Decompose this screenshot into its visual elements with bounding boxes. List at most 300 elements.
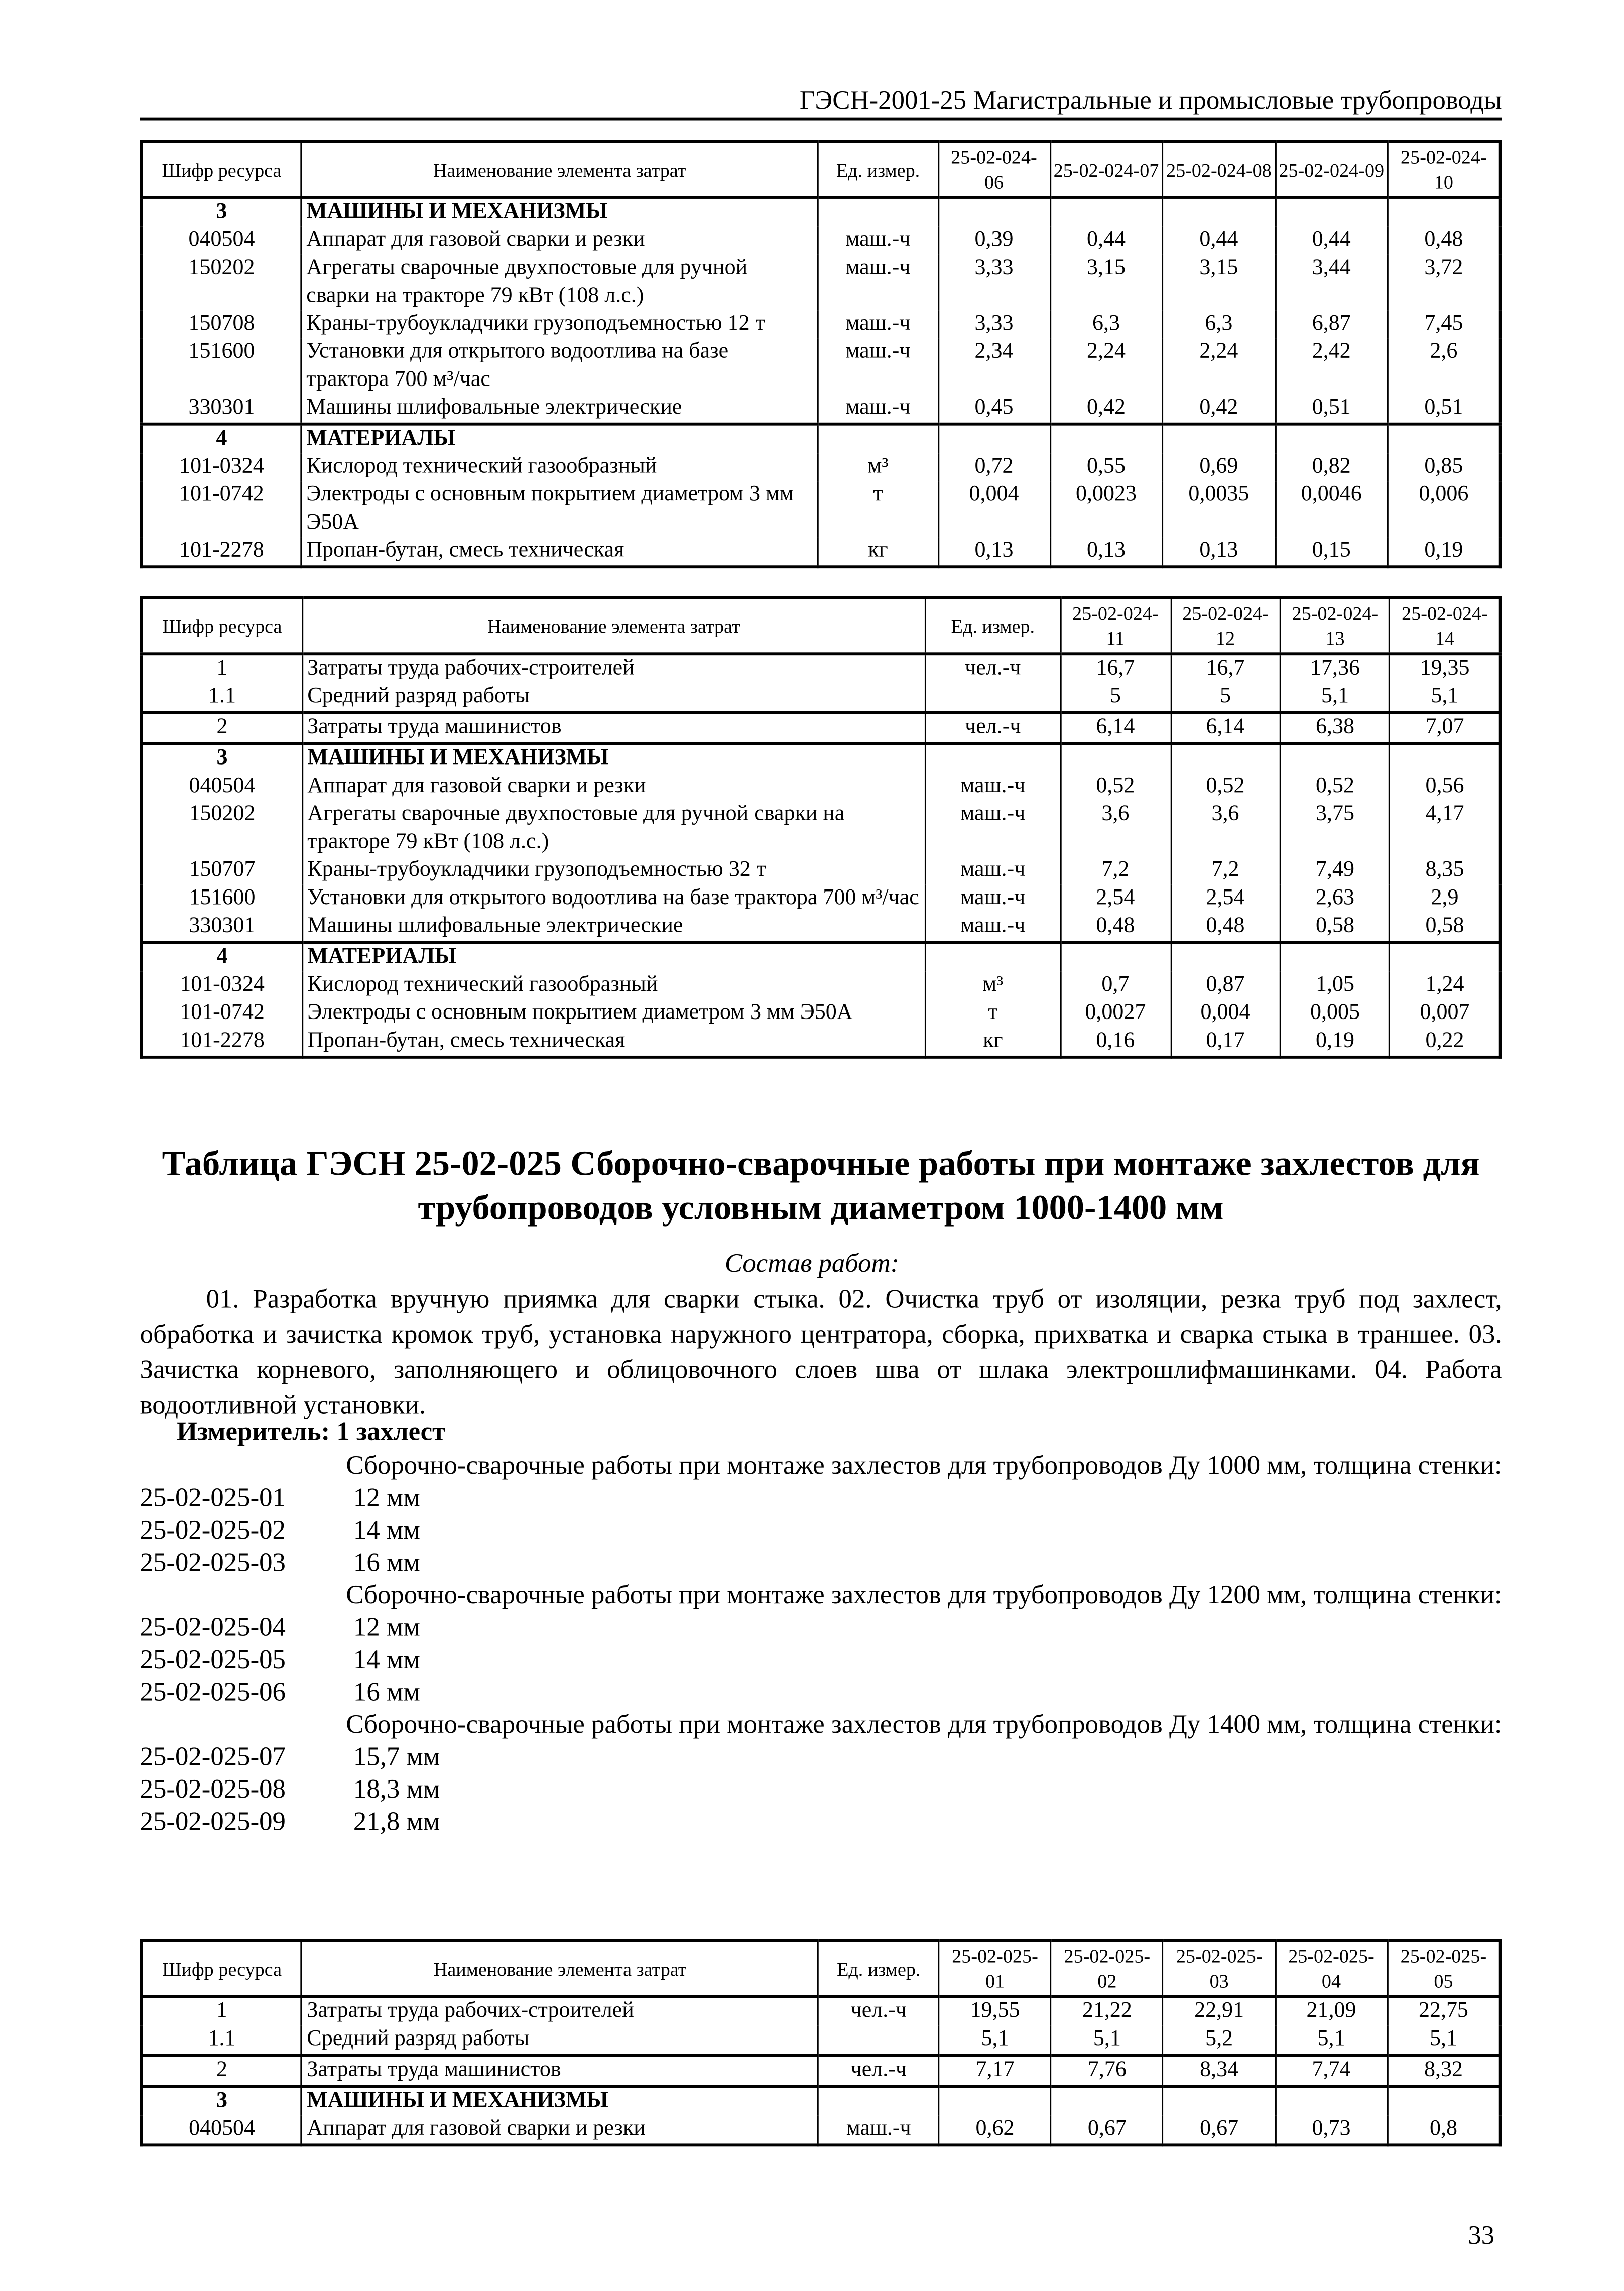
cost-element-name: Краны-трубоукладчики грузоподъемностью 12 т	[301, 311, 818, 339]
column-header: Наименование элемента затрат	[302, 598, 926, 654]
cost-element-name: Электроды с основным покрытием диаметром 3 мм Э50А	[302, 1000, 926, 1028]
value: 6,38	[1280, 713, 1390, 744]
value: 0,48	[1171, 913, 1280, 942]
value: 17,36	[1280, 654, 1390, 683]
table-row	[142, 1028, 1501, 1057]
unit: чел.-ч	[818, 2055, 939, 2086]
unit: маш.-ч	[818, 311, 938, 339]
cost-element-name: Машины шлифовальные электрические	[302, 913, 926, 942]
unit: чел.-ч	[818, 1996, 939, 2026]
cost-element-name: МАТЕРИАЛЫ	[302, 942, 926, 972]
norm-code: 25-02-025-01	[140, 1482, 286, 1512]
cost-element-name: МАТЕРИАЛЫ	[301, 424, 818, 454]
header-row	[142, 598, 1501, 654]
unit: маш.-ч	[818, 339, 938, 395]
resource-code: 151600	[142, 339, 301, 395]
value: 0,44	[1050, 227, 1162, 255]
value	[938, 197, 1050, 227]
table-row	[142, 2116, 1501, 2145]
wall-thickness: 14 мм	[353, 1644, 420, 1674]
value: 0,42	[1163, 395, 1275, 424]
cost-element-name: Затраты труда машинистов	[302, 713, 926, 744]
value: 2,63	[1280, 885, 1390, 913]
wall-thickness: 15,7 мм	[353, 1741, 440, 1771]
value: 0,67	[1051, 2116, 1163, 2145]
table-row	[142, 885, 1501, 913]
value: 2,9	[1390, 885, 1501, 913]
value: 2,54	[1171, 885, 1280, 913]
table-row	[142, 1000, 1501, 1028]
cost-element-name: Затраты труда рабочих-строителей	[302, 654, 926, 683]
column-header: Ед. измер.	[818, 142, 938, 197]
cost-element-name: Пропан-бутан, смесь техническая	[302, 1028, 926, 1057]
table-row	[142, 713, 1501, 744]
group-title: Сборочно-сварочные работы при монтаже захлестов для трубопроводов Ду 1200 мм, толщина стенки:	[346, 1580, 1502, 1609]
unit: маш.-ч	[926, 773, 1060, 801]
unit: маш.-ч	[926, 801, 1060, 857]
norm-list	[140, 1449, 1502, 1837]
value: 0,67	[1163, 2116, 1275, 2145]
value: 7,74	[1275, 2055, 1387, 2086]
unit: маш.-ч	[926, 885, 1060, 913]
resource-code: 101-0742	[142, 481, 301, 537]
table-row	[142, 424, 1501, 454]
unit: чел.-ч	[926, 713, 1060, 744]
cost-element-name: Пропан-бутан, смесь техническая	[301, 538, 818, 567]
table-row	[142, 683, 1501, 713]
value: 0,004	[1171, 1000, 1280, 1028]
value	[938, 424, 1050, 454]
wall-thickness: 18,3 мм	[353, 1774, 440, 1804]
norm-item	[140, 1643, 1502, 1676]
column-header: Наименование элемента затрат	[301, 142, 818, 197]
resource-code: 3	[142, 2086, 302, 2116]
resource-code: 330301	[142, 395, 301, 424]
unit: м³	[926, 972, 1060, 1000]
cost-element-name: МАШИНЫ И МЕХАНИЗМЫ	[302, 743, 926, 773]
resource-code: 040504	[142, 2116, 302, 2145]
wall-thickness: 14 мм	[353, 1515, 420, 1545]
value: 0,19	[1388, 538, 1500, 567]
value: 5,1	[1280, 683, 1390, 713]
resource-code: 101-2278	[142, 538, 301, 567]
cost-element-name: Аппарат для газовой сварки и резки	[302, 2116, 818, 2145]
norm-item	[140, 1772, 1502, 1805]
value: 22,91	[1163, 1996, 1275, 2026]
value: 0,51	[1275, 395, 1388, 424]
resource-code: 040504	[142, 227, 301, 255]
column-header: 25-02-024-09	[1275, 142, 1388, 197]
value: 21,22	[1051, 1996, 1163, 2026]
table-row	[142, 2086, 1501, 2116]
unit: маш.-ч	[818, 2116, 939, 2145]
value: 0,45	[938, 395, 1050, 424]
cost-element-name: Машины шлифовальные электрические	[301, 395, 818, 424]
norm-code: 25-02-025-04	[140, 1612, 286, 1642]
value: 0,0035	[1163, 481, 1275, 537]
column-header: Шифр ресурса	[142, 598, 302, 654]
table-row	[142, 2055, 1501, 2086]
table-row	[142, 743, 1501, 773]
value: 7,2	[1060, 857, 1171, 885]
cost-element-name: Кислород технический газообразный	[302, 972, 926, 1000]
value: 16,7	[1060, 654, 1171, 683]
value: 2,54	[1060, 885, 1171, 913]
table-row	[142, 972, 1501, 1000]
header-row	[142, 1941, 1501, 1996]
table-row	[142, 481, 1501, 537]
value	[1390, 942, 1501, 972]
column-header: 25-02-025-02	[1051, 1941, 1163, 1996]
cost-element-name: Аппарат для газовой сварки и резки	[302, 773, 926, 801]
unit	[818, 424, 938, 454]
value: 7,76	[1051, 2055, 1163, 2086]
value: 0,52	[1280, 773, 1390, 801]
value: 0,0046	[1275, 481, 1388, 537]
resource-code: 4	[142, 942, 302, 972]
value: 0,58	[1280, 913, 1390, 942]
resource-code: 4	[142, 424, 301, 454]
value: 0,004	[938, 481, 1050, 537]
value	[1275, 424, 1388, 454]
group-title: Сборочно-сварочные работы при монтаже захлестов для трубопроводов Ду 1400 мм, толщина стенки:	[346, 1709, 1502, 1739]
value	[939, 2086, 1051, 2116]
wall-thickness: 16 мм	[353, 1547, 420, 1577]
column-header: 25-02-025-01	[939, 1941, 1051, 1996]
value: 0,48	[1060, 913, 1171, 942]
running-header: ГЭСН-2001-25 Магистральные и промысловые трубопроводы	[140, 85, 1502, 120]
value: 6,14	[1060, 713, 1171, 744]
value: 7,07	[1390, 713, 1501, 744]
value: 3,33	[938, 311, 1050, 339]
value: 6,14	[1171, 713, 1280, 744]
value: 0,52	[1060, 773, 1171, 801]
unit	[926, 683, 1060, 713]
value: 0,44	[1275, 227, 1388, 255]
value	[1275, 197, 1388, 227]
value: 0,73	[1275, 2116, 1387, 2145]
table-row	[142, 339, 1501, 395]
value: 0,005	[1280, 1000, 1390, 1028]
value: 0,15	[1275, 538, 1388, 567]
resource-table-025-01-05	[140, 1939, 1502, 2147]
value: 5	[1171, 683, 1280, 713]
value: 0,13	[938, 538, 1050, 567]
value: 0,22	[1390, 1028, 1501, 1057]
column-header: 25-02-024-08	[1163, 142, 1275, 197]
resource-code: 1	[142, 654, 302, 683]
value: 0,13	[1050, 538, 1162, 567]
value	[1171, 743, 1280, 773]
value: 5,1	[1275, 2026, 1387, 2056]
value: 7,49	[1280, 857, 1390, 885]
value: 19,35	[1390, 654, 1501, 683]
resource-code: 040504	[142, 773, 302, 801]
value: 5,1	[1388, 2026, 1501, 2056]
cost-element-name: Средний разряд работы	[302, 683, 926, 713]
norm-code: 25-02-025-08	[140, 1774, 286, 1804]
table-row	[142, 227, 1501, 255]
norm-code: 25-02-025-06	[140, 1677, 286, 1707]
table-row	[142, 773, 1501, 801]
resource-code: 330301	[142, 913, 302, 942]
cost-element-name: Установки для открытого водоотлива на базе трактора 700 м³/час	[301, 339, 818, 395]
value: 3,15	[1050, 254, 1162, 310]
value: 0,44	[1163, 227, 1275, 255]
unit: кг	[818, 538, 938, 567]
norm-code: 25-02-025-09	[140, 1806, 286, 1836]
unit	[818, 2026, 939, 2056]
value: 0,85	[1388, 453, 1500, 481]
norm-code: 25-02-025-02	[140, 1515, 286, 1545]
resource-code: 3	[142, 197, 301, 227]
section-title: Таблица ГЭСН 25-02-025 Сборочно-сварочные работы при монтаже захлестов для трубопроводов условным диаметром 1000-1400 мм	[162, 1145, 1480, 1228]
value: 0,13	[1163, 538, 1275, 567]
value: 0,51	[1388, 395, 1500, 424]
column-header: 25-02-025-05	[1388, 1941, 1501, 1996]
value: 3,6	[1060, 801, 1171, 857]
value	[1060, 942, 1171, 972]
value: 3,15	[1163, 254, 1275, 310]
value	[1388, 197, 1500, 227]
value: 19,55	[939, 1996, 1051, 2026]
group-title: Сборочно-сварочные работы при монтаже захлестов для трубопроводов Ду 1000 мм, толщина стенки:	[346, 1450, 1502, 1480]
norm-item	[140, 1546, 1502, 1579]
value: 21,09	[1275, 1996, 1387, 2026]
table-row	[142, 538, 1501, 567]
table-row	[142, 857, 1501, 885]
measurer: Измеритель: 1 захлест	[176, 1416, 446, 1446]
value: 0,007	[1390, 1000, 1501, 1028]
column-header: 25-02-024-14	[1390, 598, 1501, 654]
resource-code: 151600	[142, 885, 302, 913]
cost-element-name: Установки для открытого водоотлива на базе трактора 700 м³/час	[302, 885, 926, 913]
resource-code: 2	[142, 713, 302, 744]
resource-code: 150202	[142, 801, 302, 857]
value: 0,0027	[1060, 1000, 1171, 1028]
value: 0,82	[1275, 453, 1388, 481]
value: 0,52	[1171, 773, 1280, 801]
column-header: Ед. измер.	[926, 598, 1060, 654]
value: 6,87	[1275, 311, 1388, 339]
column-header: 25-02-024-06	[938, 142, 1050, 197]
resource-table-024-06-10	[140, 140, 1502, 569]
value: 0,55	[1050, 453, 1162, 481]
unit: м³	[818, 453, 938, 481]
cost-element-name: МАШИНЫ И МЕХАНИЗМЫ	[301, 197, 818, 227]
value: 0,48	[1388, 227, 1500, 255]
column-header: 25-02-024-11	[1060, 598, 1171, 654]
resource-code: 101-2278	[142, 1028, 302, 1057]
value: 0,62	[939, 2116, 1051, 2145]
unit: кг	[926, 1028, 1060, 1057]
value: 5,1	[1390, 683, 1501, 713]
resource-code: 1.1	[142, 683, 302, 713]
unit: маш.-ч	[818, 395, 938, 424]
value: 6,3	[1050, 311, 1162, 339]
cost-element-name: Затраты труда рабочих-строителей	[302, 1996, 818, 2026]
unit	[926, 743, 1060, 773]
value: 0,006	[1388, 481, 1500, 537]
column-header: 25-02-024-12	[1171, 598, 1280, 654]
page-number: 33	[1468, 2220, 1494, 2250]
value	[1050, 424, 1162, 454]
value: 0,7	[1060, 972, 1171, 1000]
value	[1390, 743, 1501, 773]
value	[1163, 424, 1275, 454]
wall-thickness: 12 мм	[353, 1482, 420, 1512]
norm-code: 25-02-025-03	[140, 1547, 286, 1577]
value: 6,3	[1163, 311, 1275, 339]
unit: маш.-ч	[926, 857, 1060, 885]
column-header: Ед. измер.	[818, 1941, 939, 1996]
table-row	[142, 2026, 1501, 2056]
value: 7,45	[1388, 311, 1500, 339]
norm-item	[140, 1805, 1502, 1838]
value: 2,6	[1388, 339, 1500, 395]
value	[1060, 743, 1171, 773]
value: 3,44	[1275, 254, 1388, 310]
norm-item	[140, 1740, 1502, 1773]
resource-code: 1.1	[142, 2026, 302, 2056]
column-header: 25-02-025-04	[1275, 1941, 1387, 1996]
value: 0,17	[1171, 1028, 1280, 1057]
column-header: Шифр ресурса	[142, 142, 301, 197]
norm-item	[140, 1611, 1502, 1643]
resource-code: 150202	[142, 254, 301, 310]
value: 0,19	[1280, 1028, 1390, 1057]
unit: т	[926, 1000, 1060, 1028]
value: 3,6	[1171, 801, 1280, 857]
column-header: 25-02-024-13	[1280, 598, 1390, 654]
column-header: Наименование элемента затрат	[302, 1941, 818, 1996]
value	[1280, 942, 1390, 972]
value: 0,42	[1050, 395, 1162, 424]
value: 8,34	[1163, 2055, 1275, 2086]
value: 5,2	[1163, 2026, 1275, 2056]
value: 2,42	[1275, 339, 1388, 395]
column-header: 25-02-024-07	[1050, 142, 1162, 197]
resource-code: 3	[142, 743, 302, 773]
wall-thickness: 16 мм	[353, 1677, 420, 1707]
norm-code: 25-02-025-07	[140, 1741, 286, 1771]
value: 0,16	[1060, 1028, 1171, 1057]
value	[1388, 424, 1500, 454]
value: 0,39	[938, 227, 1050, 255]
value: 2,34	[938, 339, 1050, 395]
column-header: Шифр ресурса	[142, 1941, 302, 1996]
value: 5,1	[1051, 2026, 1163, 2056]
unit	[818, 197, 938, 227]
cost-element-name: Агрегаты сварочные двухпостовые для ручной сварки на тракторе 79 кВт (108 л.с.)	[302, 801, 926, 857]
unit: т	[818, 481, 938, 537]
resource-code: 101-0324	[142, 972, 302, 1000]
value: 3,33	[938, 254, 1050, 310]
table-row	[142, 654, 1501, 683]
cost-element-name: МАШИНЫ И МЕХАНИЗМЫ	[302, 2086, 818, 2116]
table-row	[142, 197, 1501, 227]
value: 1,24	[1390, 972, 1501, 1000]
norm-item	[140, 1481, 1502, 1514]
column-header: 25-02-025-03	[1163, 1941, 1275, 1996]
value: 0,87	[1171, 972, 1280, 1000]
cost-element-name: Аппарат для газовой сварки и резки	[301, 227, 818, 255]
value: 0,69	[1163, 453, 1275, 481]
work-composition-text: 01. Разработка вручную приямка для сварки стыка. 02. Очистка труб от изоляции, резка труб под захлест, обработка и зачистка кромок труб, установка наружного центратора, сборка, прихватка и сварка стыка в траншее. 03. Зачистка корневого, заполняющего и облицовочного слоев шва от шлака электрошлифмашинками. 04. Работа водоотливной установки.	[140, 1284, 1502, 1420]
table-row	[142, 311, 1501, 339]
resource-code: 150708	[142, 311, 301, 339]
cost-element-name: Средний разряд работы	[302, 2026, 818, 2056]
table-row	[142, 1996, 1501, 2026]
resource-code: 101-0742	[142, 1000, 302, 1028]
value: 4,17	[1390, 801, 1501, 857]
cost-element-name: Агрегаты сварочные двухпостовые для ручной сварки на тракторе 79 кВт (108 л.с.)	[301, 254, 818, 310]
value: 7,17	[939, 2055, 1051, 2086]
norm-item	[140, 1676, 1502, 1708]
cost-element-name: Электроды с основным покрытием диаметром 3 мм Э50А	[301, 481, 818, 537]
value	[1163, 2086, 1275, 2116]
value: 22,75	[1388, 1996, 1501, 2026]
cost-element-name: Кислород технический газообразный	[301, 453, 818, 481]
table-row	[142, 942, 1501, 972]
unit	[818, 2086, 939, 2116]
value: 16,7	[1171, 654, 1280, 683]
resource-code: 150707	[142, 857, 302, 885]
value: 3,72	[1388, 254, 1500, 310]
unit: чел.-ч	[926, 654, 1060, 683]
unit: маш.-ч	[926, 913, 1060, 942]
table-row	[142, 395, 1501, 424]
value: 2,24	[1163, 339, 1275, 395]
table-row	[142, 801, 1501, 857]
cost-element-name: Краны-трубоукладчики грузоподъемностью 32 т	[302, 857, 926, 885]
resource-table-024-11-14	[140, 596, 1502, 1059]
value: 7,2	[1171, 857, 1280, 885]
wall-thickness: 21,8 мм	[353, 1806, 440, 1836]
value	[1163, 197, 1275, 227]
value: 0,58	[1390, 913, 1501, 942]
value: 5	[1060, 683, 1171, 713]
value: 0,56	[1390, 773, 1501, 801]
resource-code: 2	[142, 2055, 302, 2086]
value: 0,8	[1388, 2116, 1501, 2145]
table-row	[142, 254, 1501, 310]
value	[1280, 743, 1390, 773]
value: 1,05	[1280, 972, 1390, 1000]
value: 3,75	[1280, 801, 1390, 857]
header-row	[142, 142, 1501, 197]
value	[1275, 2086, 1387, 2116]
unit: маш.-ч	[818, 254, 938, 310]
value	[1171, 942, 1280, 972]
norm-item	[140, 1513, 1502, 1546]
wall-thickness: 12 мм	[353, 1612, 420, 1642]
value: 0,72	[938, 453, 1050, 481]
resource-code: 101-0324	[142, 453, 301, 481]
unit: маш.-ч	[818, 227, 938, 255]
unit	[926, 942, 1060, 972]
table-row	[142, 913, 1501, 942]
value: 0,0023	[1050, 481, 1162, 537]
value: 2,24	[1050, 339, 1162, 395]
norm-code: 25-02-025-05	[140, 1644, 286, 1674]
column-header: 25-02-024-10	[1388, 142, 1500, 197]
value	[1051, 2086, 1163, 2116]
cost-element-name: Затраты труда машинистов	[302, 2055, 818, 2086]
value	[1050, 197, 1162, 227]
value: 8,35	[1390, 857, 1501, 885]
value	[1388, 2086, 1501, 2116]
